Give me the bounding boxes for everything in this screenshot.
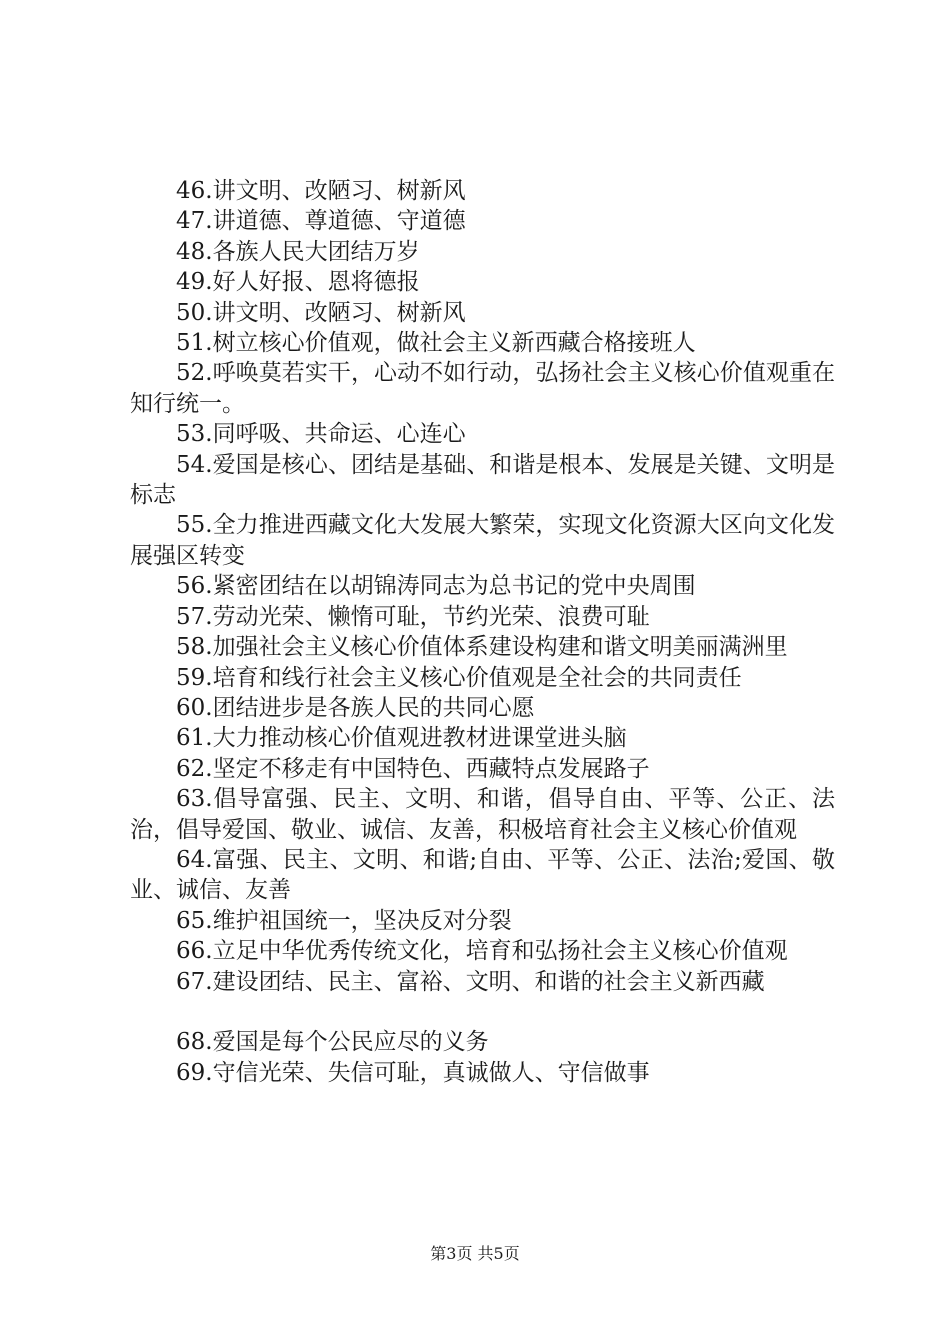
list-item: 51.树立核心价值观，做社会主义新西藏合格接班人	[176, 330, 696, 357]
list-item: 50.讲文明、改陋习、树新风	[176, 299, 466, 326]
list-item: 61.大力推动核心价值观进教材进课堂进头脑	[176, 725, 627, 752]
list-item: 68.爱国是每个公民应尽的义务	[176, 1029, 489, 1056]
list-item: 47.讲道德、尊道德、守道德	[176, 208, 466, 235]
list-item: 49.好人好报、恩将德报	[176, 269, 420, 296]
list-item: 46.讲文明、改陋习、树新风	[176, 178, 466, 204]
list-item: 54.爱国是核心、团结是基础、和谐是根本、发展是关键、文明是标志	[130, 451, 835, 509]
page-footer	[0, 1243, 950, 1265]
list-item: 55.全力推进西藏文化大发展大繁荣，实现文化资源大区向文化发展强区转变	[130, 512, 835, 569]
list-item: 52.呼唤莫若实干，心动不如行动，弘扬社会主义核心价值观重在知行统一。	[130, 360, 835, 417]
list-item: 69.守信光荣、失信可耻，真诚做人、守信做事	[176, 1059, 650, 1086]
list-item: 53.同呼吸、共命运、心连心	[176, 421, 466, 448]
list-item: 65.维护祖国统一，坚决反对分裂	[176, 907, 512, 934]
page-number: 第3页 共5页	[430, 1244, 520, 1263]
list-item: 64.富强、民主、文明、和谐;自由、平等、公正、法治;爱国、敬业、诚信、友善	[130, 846, 835, 904]
list-item: 67.建设团结、民主、富裕、文明、和谐的社会主义新西藏	[176, 968, 765, 995]
slogan-list	[130, 176, 835, 1088]
list-item: 57.劳动光荣、懒惰可耻，节约光荣、浪费可耻	[176, 603, 650, 630]
list-item: 59.培育和线行社会主义核心价值观是全社会的共同责任	[176, 664, 742, 691]
list-item: 48.各族人民大团结万岁	[176, 238, 420, 265]
list-item: 58.加强社会主义核心价值体系建设构建和谐文明美丽满洲里	[176, 634, 788, 661]
list-item: 60.团结进步是各族人民的共同心愿	[176, 694, 535, 721]
list-item: 56.紧密团结在以胡锦涛同志为总书记的党中央周围	[176, 573, 696, 600]
list-item: 63.倡导富强、民主、文明、和谐，倡导自由、平等、公正、法治，倡导爱国、敬业、诚信、友善，积极培育社会主义核心价值观	[130, 786, 835, 843]
list-item: 62.坚定不移走有中国特色、西藏特点发展路子	[176, 755, 650, 782]
list-item: 66.立足中华优秀传统文化，培育和弘扬社会主义核心价值观	[176, 938, 788, 965]
